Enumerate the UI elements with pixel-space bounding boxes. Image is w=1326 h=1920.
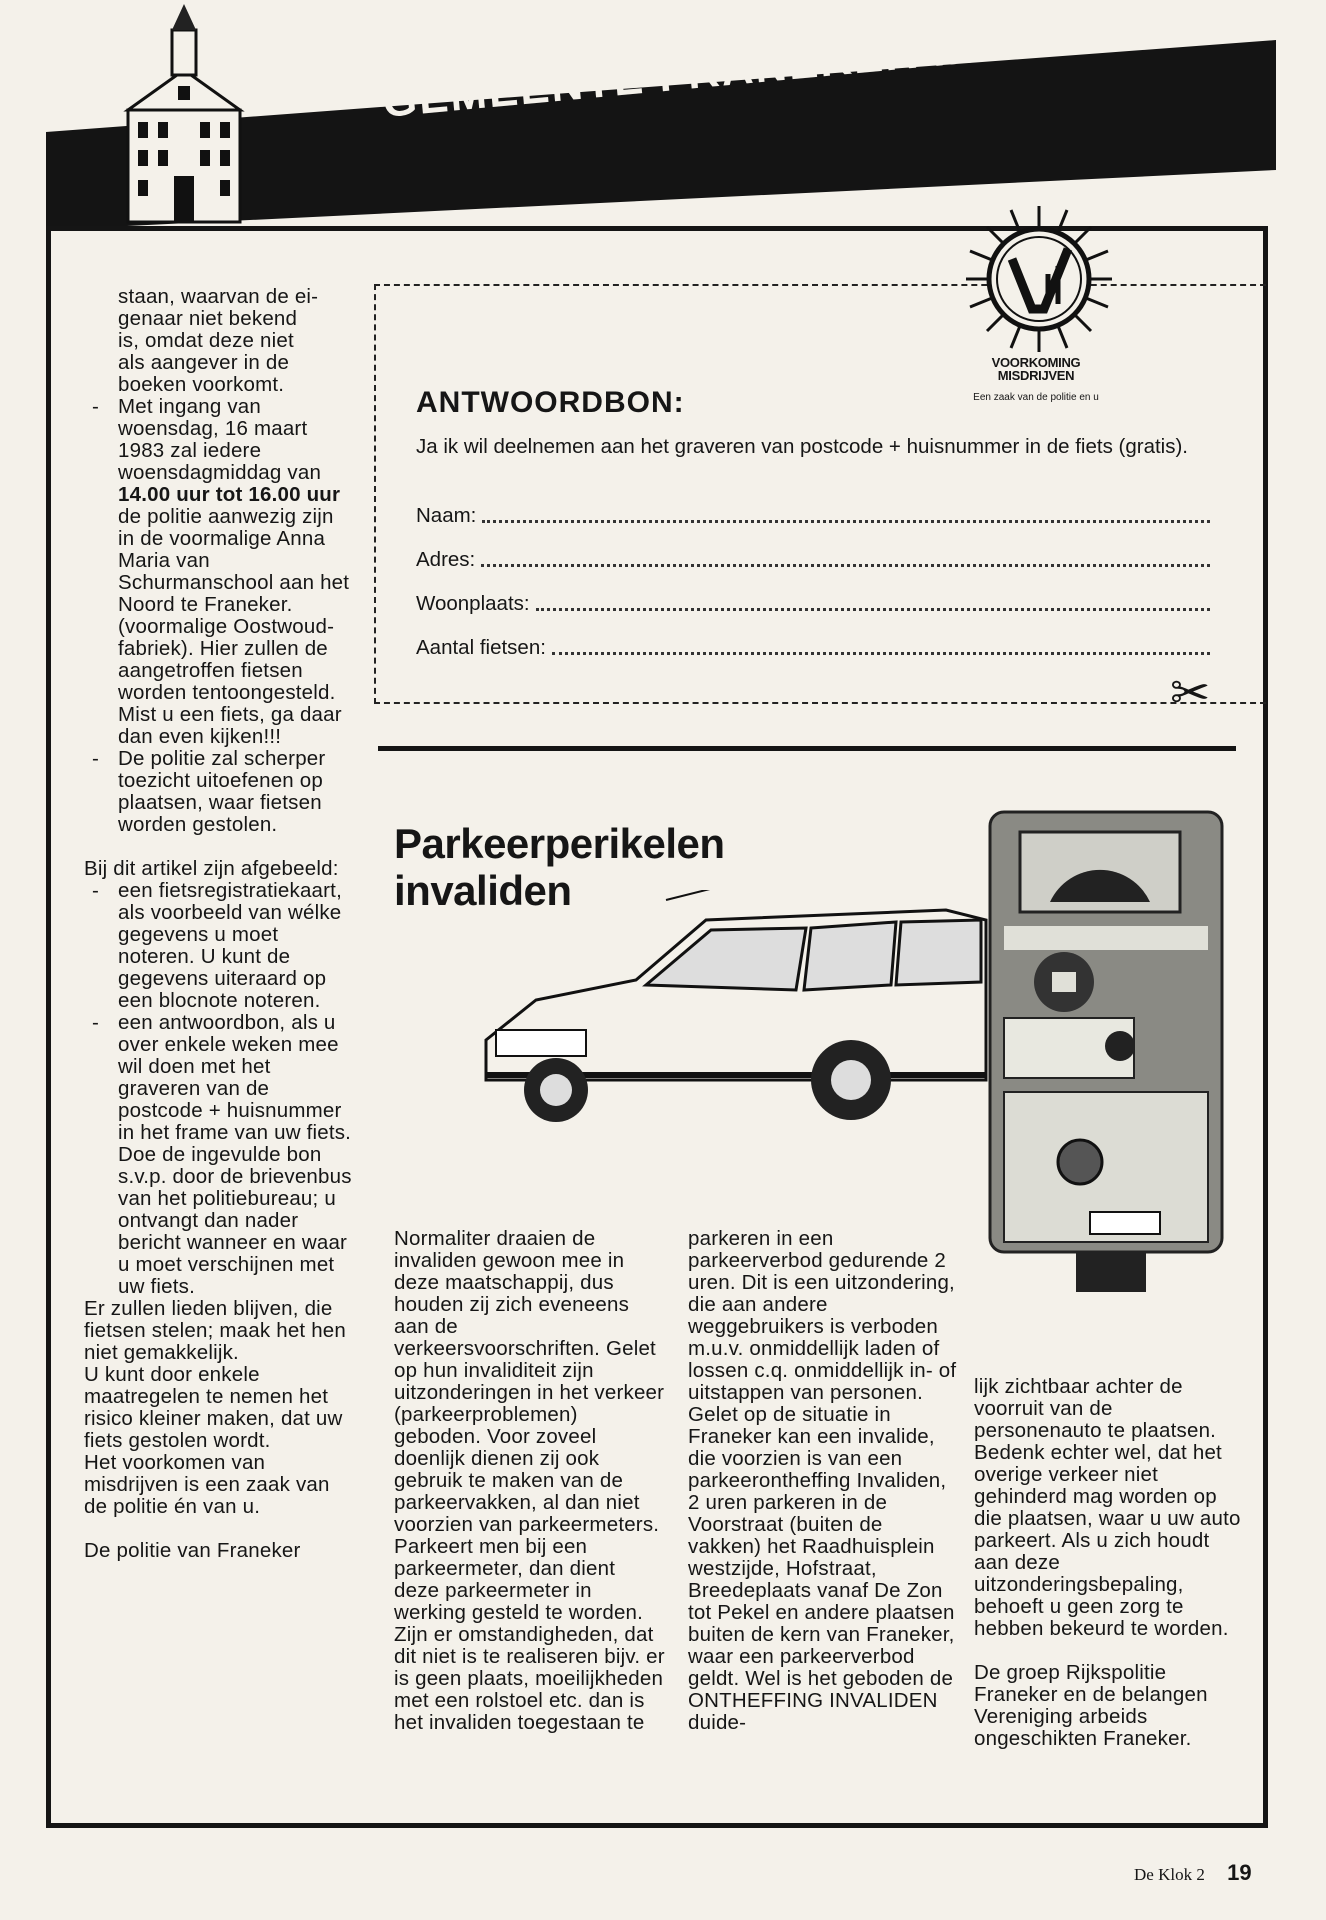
- address-field[interactable]: [416, 548, 1210, 572]
- field-label: Naam:: [416, 504, 477, 527]
- logo-subcaption: Een zaak van de politie en u: [973, 392, 1099, 403]
- list-item: - een antwoordbon, als u over enkele weken mee wil doen met het graveren van de postcode + huisnummer in het frame van uw fiets. Doe de ingevulde bon s.v.p. door de brievenbus van het politiebureau; u ontvangt dan nader bericht wanneer en waar u moet verschijnen met uw fiets.: [84, 1012, 352, 1298]
- text-line: staan, waarvan de ei-: [118, 285, 319, 308]
- car-illustration: [476, 890, 996, 1190]
- fill-line[interactable]: [552, 636, 1210, 655]
- coupon-intro: Ja ik wil deelnemen aan het graveren van postcode + huisnummer in de fiets (gratis).: [416, 435, 1189, 458]
- logo-caption: [936, 356, 1136, 382]
- city-field[interactable]: [416, 592, 1210, 616]
- paragraph: Het voorkomen van misdrijven is een zaak van de politie én van u.: [84, 1451, 330, 1518]
- article-column-3: [974, 1376, 1246, 1750]
- page-number: 19: [1227, 1860, 1252, 1885]
- magazine-name: De Klok 2: [1134, 1865, 1205, 1884]
- page-footer: [1134, 1860, 1252, 1886]
- list-item: - De politie zal scherper toezicht uitoefenen op plaatsen, waar fietsen worden gestolen.: [84, 748, 352, 836]
- fill-line[interactable]: [482, 504, 1210, 523]
- list-item: - een fietsregistratiekaart, als voorbeeld van wélke gegevens u moet noteren. U kunt de gegevens uiteraard op een blocnote noteren.: [84, 880, 352, 1012]
- townhall-illustration: [118, 0, 250, 226]
- paragraph: lijk zichtbaar achter de voorruit van de personenauto te plaatsen. Bedenk echter wel, dat het overige verkeer niet gehinderd mag worden op die plaatsen, waar u uw auto parkeert. Als u zich houdt aan deze uitzonderingsbepaling, behoeft u geen zorg te hebben bekeurd te worden.: [974, 1375, 1241, 1640]
- logo-line: VOORKOMING: [991, 355, 1081, 370]
- text-continuation: [84, 286, 352, 396]
- left-column: [84, 286, 352, 1562]
- article-column-2: parkeren in een parkeerverbod gedurende 2 uren. Dit is een uitzondering, die aan andere weggebruikers is verboden m.u.v. onmiddellijk laden of lossen c.q. onmiddellijk in- of uitstappen van personen. Gelet op de situatie in Franeker kan een invalide, die voorzien is van een parkeerontheffing Invaliden, 2 uren parkeren in de Voorstraat (buiten de vakken) het Raadhuisplein westzijde, Hofstraat, Breedeplaats vanaf De Zon tot Pekel en andere plaatsen buiten de kern van Franeker, waar een parkeerverbod geldt. Wel is het geboden de ONTHEFFING INVALIDEN duide-: [688, 1227, 957, 1734]
- text-line: boeken voorkomt.: [118, 373, 285, 396]
- fill-line[interactable]: [481, 548, 1210, 567]
- paragraph: Er zullen lieden blijven, die fietsen stelen; maak het hen niet gemakkelijk.: [84, 1297, 347, 1364]
- field-label: Aantal fietsen:: [416, 636, 546, 659]
- header-title: GEMEENTE FRANEKER INFORMATIE: [380, 0, 1224, 128]
- parking-meter-illustration: [980, 792, 1242, 1300]
- police-star-logo-icon: [964, 204, 1114, 354]
- headline-line: invaliden: [394, 867, 572, 914]
- headline-line: Parkeerperikelen: [394, 820, 725, 867]
- article-column-1: Normaliter draaien de invaliden gewoon mee in deze maatschappij, dus houden zij zich eveneens aan de verkeersvoorschriften. Gelet op hun invaliditeit zijn uitzonderingen in het verkeer (parkeerproblemen) geboden. Voor zoveel doenlijk dienen zij ook gebruik te maken van de parkeervakken, al dan niet voorzien van parkeermeters. Parkeert men bij een parkeermeter, dan dient deze parkeermeter in werking gesteld te worden. Zijn er omstandigheden, dat dit niet is te realiseren bijv. er is geen plaats, moeilijkheden met een rolstoel etc. dan is het invaliden toegestaan te: [394, 1227, 665, 1734]
- logo-line: MISDRIJVEN: [997, 368, 1075, 383]
- coupon-title: ANTWOORDBON:: [416, 386, 685, 419]
- text-line: genaar niet bekend: [118, 307, 298, 330]
- signature: De politie van Franeker: [84, 1539, 301, 1562]
- section-divider: [378, 746, 1236, 751]
- article-signature: De groep Rijkspolitie Franeker en de belangen Vereniging arbeids ongeschikten Franeker.: [974, 1661, 1208, 1750]
- fill-line[interactable]: [536, 592, 1210, 611]
- text-line: als aangever in de: [118, 351, 290, 374]
- text-line: is, omdat deze niet: [118, 329, 294, 352]
- field-label: Woonplaats:: [416, 592, 530, 615]
- name-field[interactable]: [416, 504, 1210, 528]
- paragraph: Bij dit artikel zijn afgebeeld:: [84, 857, 339, 880]
- field-label: Adres:: [416, 548, 476, 571]
- list-item: - Met ingang van woensdag, 16 maart 1983 zal iedere woensdagmiddag van 14.00 uur tot 16.00 uur de politie aanwezig zijn in de voormalige Anna Maria van Schurmanschool aan het Noord te Franeker. (voormalige Oostwoud-fabriek). Hier zullen de aangetroffen fietsen worden tentoongesteld. Mist u een fiets, ga daar dan even kijken!!!: [84, 396, 352, 748]
- scissors-icon: ✂: [1170, 667, 1211, 720]
- bike-count-field[interactable]: [416, 636, 1210, 660]
- paragraph: U kunt door enkele maatregelen te nemen het risico kleiner maken, dat uw fiets gestolen wordt.: [84, 1363, 343, 1452]
